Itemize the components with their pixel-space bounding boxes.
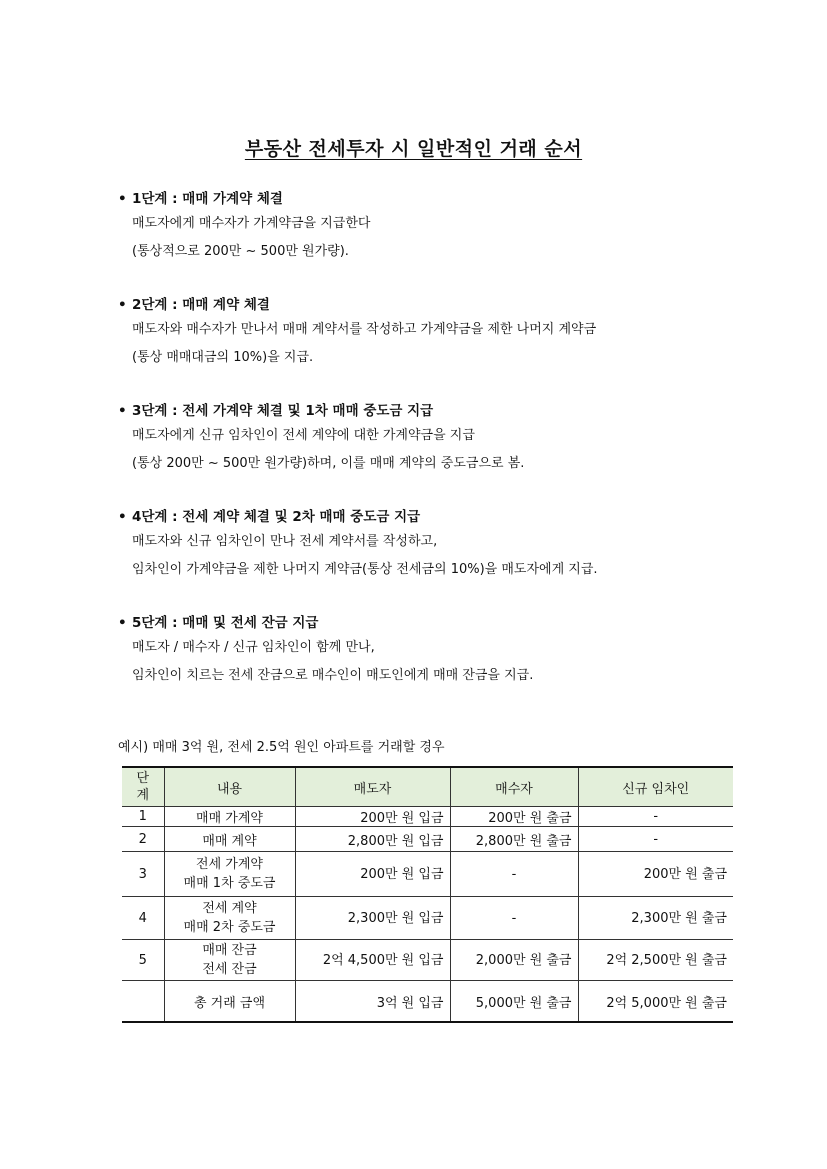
table-cell: 매매 계약 [164, 827, 295, 852]
table-cell: 2 [122, 827, 164, 852]
table-cell: - [450, 852, 578, 897]
table-cell: 4 [122, 897, 164, 940]
step-line: (통상 매매대금의 10%)을 지급. [132, 350, 314, 365]
step-line: 매도자와 매수자가 만나서 매매 계약서를 작성하고 가계약금을 제한 나머지 계약금 [132, 322, 597, 337]
step-line: 매도자와 신규 임차인이 만나 전세 계약서를 작성하고, [132, 534, 438, 549]
step-line: (통상 200만 ~ 500만 원가량)하며, 이를 매매 계약의 중도금으로 봄. [132, 456, 525, 471]
table-cell: 총 거래 금액 [164, 981, 295, 1023]
step-heading: 1단계 : 매매 가계약 체결 [132, 191, 283, 207]
table-cell: 2억 4,500만 원 입금 [295, 940, 450, 981]
step-heading: 2단계 : 매매 계약 체결 [132, 297, 270, 313]
table-cell: 2,000만 원 출금 [450, 940, 578, 981]
table-cell: 3 [122, 852, 164, 897]
table-cell: 200만 원 출금 [578, 852, 733, 897]
header-cell: 내용 [164, 767, 295, 807]
step-3 [118, 400, 738, 478]
table-cell: 5,000만 원 출금 [450, 981, 578, 1023]
bullet-icon: • [118, 403, 127, 419]
header-cell: 단 계 [122, 767, 164, 807]
step-line: 임차인이 가계약금을 제한 나머지 계약금(통상 전세금의 10%)을 매도자에게 지급. [132, 562, 598, 577]
table-header-row [122, 767, 733, 807]
table-cell: 전세 가계약 매매 1차 중도금 [164, 852, 295, 897]
table-cell: 200만 원 출금 [450, 807, 578, 827]
table-cell [122, 981, 164, 1023]
step-4 [118, 506, 738, 584]
document-title: 부동산 전세투자 시 일반적인 거래 순서 [244, 138, 583, 160]
step-heading: 3단계 : 전세 가계약 체결 및 1차 매매 중도금 지급 [132, 403, 434, 419]
table-row [122, 897, 733, 940]
example-caption: 예시) 매매 3억 원, 전세 2.5억 원인 아파트를 거래할 경우 [118, 740, 445, 755]
table-cell: - [578, 827, 733, 852]
table-cell: 5 [122, 940, 164, 981]
table-row [122, 940, 733, 981]
table-row [122, 827, 733, 852]
header-cell: 매도자 [295, 767, 450, 807]
step-5 [118, 612, 738, 690]
table-cell: - [450, 897, 578, 940]
table-row [122, 807, 733, 827]
bullet-icon: • [118, 615, 127, 631]
table-cell: 2,800만 원 입금 [295, 827, 450, 852]
transaction-table [122, 766, 733, 1023]
step-line: 매도자에게 매수자가 가계약금을 지급한다 [132, 216, 371, 231]
bullet-icon: • [118, 509, 127, 525]
header-cell: 신규 임차인 [578, 767, 733, 807]
steps-list [118, 188, 738, 718]
table-cell: 2,300만 원 출금 [578, 897, 733, 940]
table-cell: - [578, 807, 733, 827]
step-heading: 5단계 : 매매 및 전세 잔금 지급 [132, 615, 319, 631]
table-cell: 매매 잔금 전세 잔금 [164, 940, 295, 981]
table-cell: 전세 계약 매매 2차 중도금 [164, 897, 295, 940]
table-cell: 2,300만 원 입금 [295, 897, 450, 940]
step-line: 매도자에게 신규 임차인이 전세 계약에 대한 가계약금을 지급 [132, 428, 475, 443]
table-cell: 3억 원 입금 [295, 981, 450, 1023]
table-cell: 2억 5,000만 원 출금 [578, 981, 733, 1023]
bullet-icon: • [118, 191, 127, 207]
step-heading: 4단계 : 전세 계약 체결 및 2차 매매 중도금 지급 [132, 509, 421, 525]
table-cell: 2,800만 원 출금 [450, 827, 578, 852]
table-cell: 200만 원 입금 [295, 807, 450, 827]
header-cell: 매수자 [450, 767, 578, 807]
table-row [122, 852, 733, 897]
step-line: 임차인이 치르는 전세 잔금으로 매수인이 매도인에게 매매 잔금을 지급. [132, 668, 534, 683]
bullet-icon: • [118, 297, 127, 313]
table-cell: 매매 가계약 [164, 807, 295, 827]
step-1 [118, 188, 738, 266]
step-line: (통상적으로 200만 ~ 500만 원가량). [132, 244, 349, 259]
table-cell: 1 [122, 807, 164, 827]
table-row-total [122, 981, 733, 1023]
table-cell: 2억 2,500만 원 출금 [578, 940, 733, 981]
step-line: 매도자 / 매수자 / 신규 임차인이 함께 만나, [132, 640, 375, 655]
table-cell: 200만 원 입금 [295, 852, 450, 897]
step-2 [118, 294, 738, 372]
